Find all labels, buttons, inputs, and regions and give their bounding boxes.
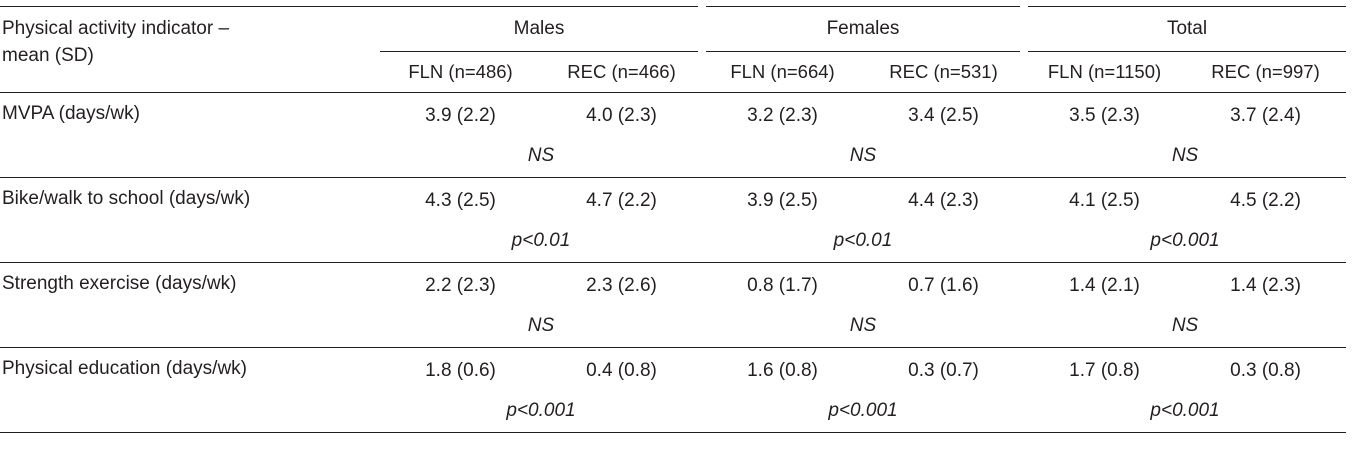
table-cell: 0.7 (1.6) [908,275,979,296]
header-indicator-label [0,7,380,93]
table-cell: 4.1 (2.5) [1069,190,1140,211]
significance-cell: NS [849,145,877,166]
significance-cell: NS [527,315,555,336]
table-cell: 3.9 (2.5) [747,190,818,211]
significance-cell: NS [849,315,877,336]
table-cell: 4.3 (2.5) [425,190,496,211]
subheader-females-fln: FLN (n=664) [730,61,835,82]
header-label-line2: mean (SD) [2,45,94,66]
significance-cell: p<0.001 [1150,230,1220,251]
row-label: Bike/walk to school (days/wk) [2,188,251,209]
group-header-total: Total [1024,7,1346,52]
row-label: MVPA (days/wk) [2,103,140,124]
table-row-strength [0,263,1346,306]
subheader-females-rec: REC (n=531) [889,61,998,82]
group-header-females: Females [702,7,1024,52]
significance-cell: p<0.001 [1150,400,1220,421]
significance-cell: p<0.01 [833,230,893,251]
table-cell: 4.7 (2.2) [586,190,657,211]
table-cell: 1.4 (2.1) [1069,275,1140,296]
significance-cell: NS [1171,145,1199,166]
table-cell: 1.4 (2.3) [1230,275,1301,296]
row-label: Strength exercise (days/wk) [2,273,237,294]
table-cell: 3.5 (2.3) [1069,105,1140,126]
significance-cell: NS [1171,315,1199,336]
table-cell: 0.4 (0.8) [586,360,657,381]
table-cell: 0.3 (0.7) [908,360,979,381]
row-label: Physical education (days/wk) [2,358,247,379]
table-cell: 3.9 (2.2) [425,105,496,126]
table-cell: 2.3 (2.6) [586,275,657,296]
subheader-total-rec: REC (n=997) [1211,61,1320,82]
significance-cell: p<0.001 [506,400,576,421]
header-row-groups [0,7,1346,52]
subheader-total-fln: FLN (n=1150) [1047,61,1162,82]
table-row-mvpa [0,93,1346,136]
subheader-males-fln: FLN (n=486) [408,61,513,82]
group-header-males: Males [380,7,702,52]
table-cell: 1.8 (0.6) [425,360,496,381]
table-cell: 3.7 (2.4) [1230,105,1301,126]
table-cell: 0.3 (0.8) [1230,360,1301,381]
table-row-physical-education [0,348,1346,391]
significance-cell: p<0.01 [511,230,571,251]
table-cell: 2.2 (2.3) [425,275,496,296]
header-label-line1: Physical activity indicator – [2,18,230,39]
significance-cell: NS [527,145,555,166]
subheader-males-rec: REC (n=466) [567,61,676,82]
physical-activity-table [0,6,1346,433]
table-cell: 4.5 (2.2) [1230,190,1301,211]
table-cell: 1.7 (0.8) [1069,360,1140,381]
table-cell: 3.4 (2.5) [908,105,979,126]
table-cell: 4.4 (2.3) [908,190,979,211]
table-row-bike-walk [0,178,1346,221]
significance-cell: p<0.001 [828,400,898,421]
table-cell: 1.6 (0.8) [747,360,818,381]
table-cell: 3.2 (2.3) [747,105,818,126]
table-cell: 4.0 (2.3) [586,105,657,126]
table-cell: 0.8 (1.7) [747,275,818,296]
